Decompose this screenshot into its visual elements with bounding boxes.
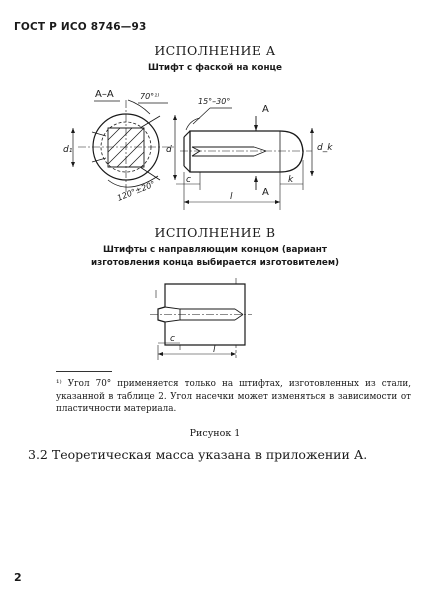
footnote-text: Угол 70° применяется только на штифтах, изготовленных из стали, указанной в таблице 2. Угол насечки может изменяться в зависимости от пластичности материала. — [56, 379, 411, 414]
angle-chamfer-label: 15°–30° — [198, 97, 231, 106]
footnote — [56, 378, 411, 416]
standard-header: ГОСТ Р ИСО 8746—93 — [14, 21, 147, 33]
version-b-title: ИСПОЛНЕНИЕ В — [154, 225, 276, 240]
label-d1: d₁ — [63, 145, 73, 155]
section-mark-bottom: А — [262, 187, 269, 198]
version-b-subtitle-line1: Штифты с направляющим концом (вариант — [103, 245, 327, 255]
version-a-subtitle: Штифт с фаской на конце — [147, 63, 283, 73]
label-c-b: c — [170, 334, 175, 344]
section-number: 3.2 — [28, 447, 48, 462]
angle-70-label: 70°¹⁾ — [140, 92, 160, 101]
drawing-version-a — [0, 0, 430, 230]
footnote-rule — [56, 371, 112, 372]
figure-caption: Рисунок 1 — [189, 428, 241, 439]
page-number: 2 — [14, 571, 22, 584]
label-c-a: c — [186, 175, 191, 185]
section-3-2 — [28, 447, 367, 462]
section-text: Теоретическая масса указана в приложении А. — [51, 447, 368, 462]
version-b-subtitle-line2: изготовления конца выбирается изготовителем) — [90, 258, 340, 268]
drawing-version-b — [0, 270, 430, 370]
label-l-b: l — [213, 345, 216, 355]
section-mark-top: А — [262, 104, 269, 115]
label-k: k — [288, 175, 294, 185]
angle-120-label: 120°±20° — [115, 179, 157, 203]
label-d: d — [166, 145, 172, 155]
footnote-marker: ¹⁾ — [56, 379, 62, 389]
section-label: А–А — [95, 89, 114, 100]
label-dk: d_k — [317, 143, 333, 153]
version-a-title: ИСПОЛНЕНИЕ А — [154, 43, 276, 58]
label-l-a: l — [230, 192, 233, 202]
